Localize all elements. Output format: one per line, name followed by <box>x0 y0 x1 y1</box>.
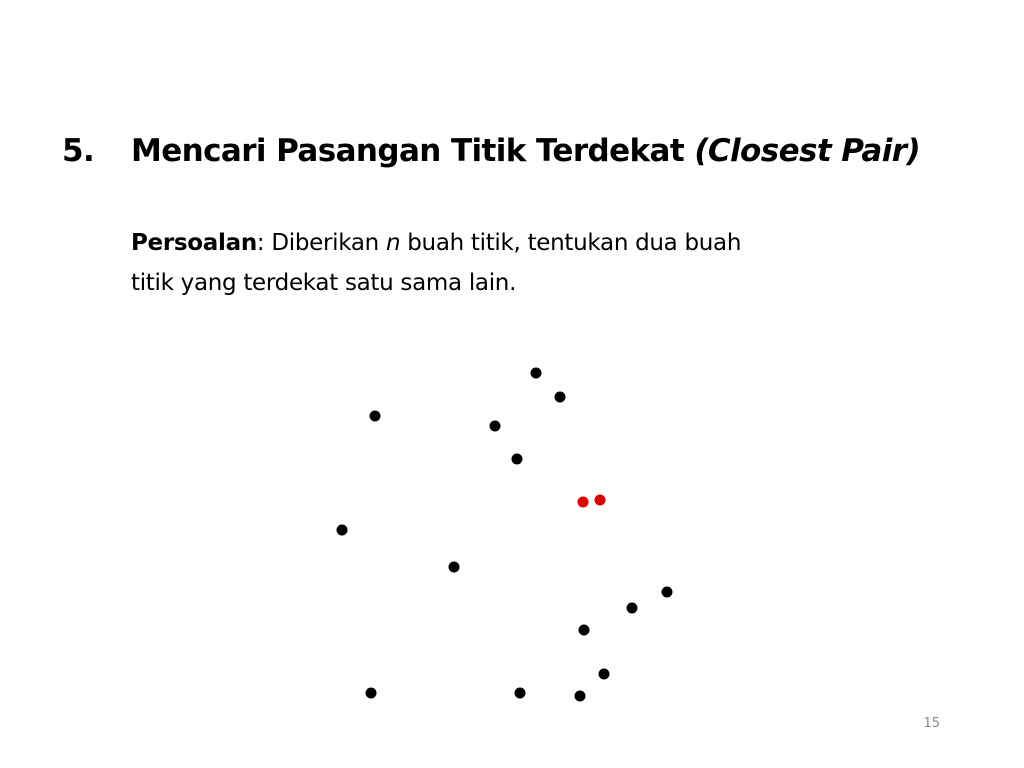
point <box>512 454 523 465</box>
heading-title: Mencari Pasangan Titik Terdekat <box>131 133 685 169</box>
point <box>555 392 566 403</box>
point <box>366 688 377 699</box>
point <box>449 562 460 573</box>
point <box>337 525 348 536</box>
heading-subtitle: (Closest Pair) <box>694 133 921 169</box>
heading-number: 5. <box>62 133 95 169</box>
point <box>515 688 526 699</box>
point <box>579 625 590 636</box>
closest-pair-point <box>595 495 606 506</box>
closest-pair-point <box>578 497 589 508</box>
problem-variable: n <box>385 230 401 256</box>
point <box>599 669 610 680</box>
problem-text-before-var: Diberikan <box>264 230 386 256</box>
point <box>627 603 638 614</box>
point <box>370 411 381 422</box>
page-number: 15 <box>923 716 940 731</box>
problem-text-after-var: buah titik, tentukan dua buah <box>400 230 742 256</box>
problem-separator: : <box>256 230 265 256</box>
point <box>531 368 542 379</box>
point <box>575 691 586 702</box>
point <box>662 587 673 598</box>
problem-label: Persoalan <box>131 230 257 256</box>
problem-line-2: titik yang terdekat satu sama lain. <box>131 270 517 296</box>
point <box>490 421 501 432</box>
